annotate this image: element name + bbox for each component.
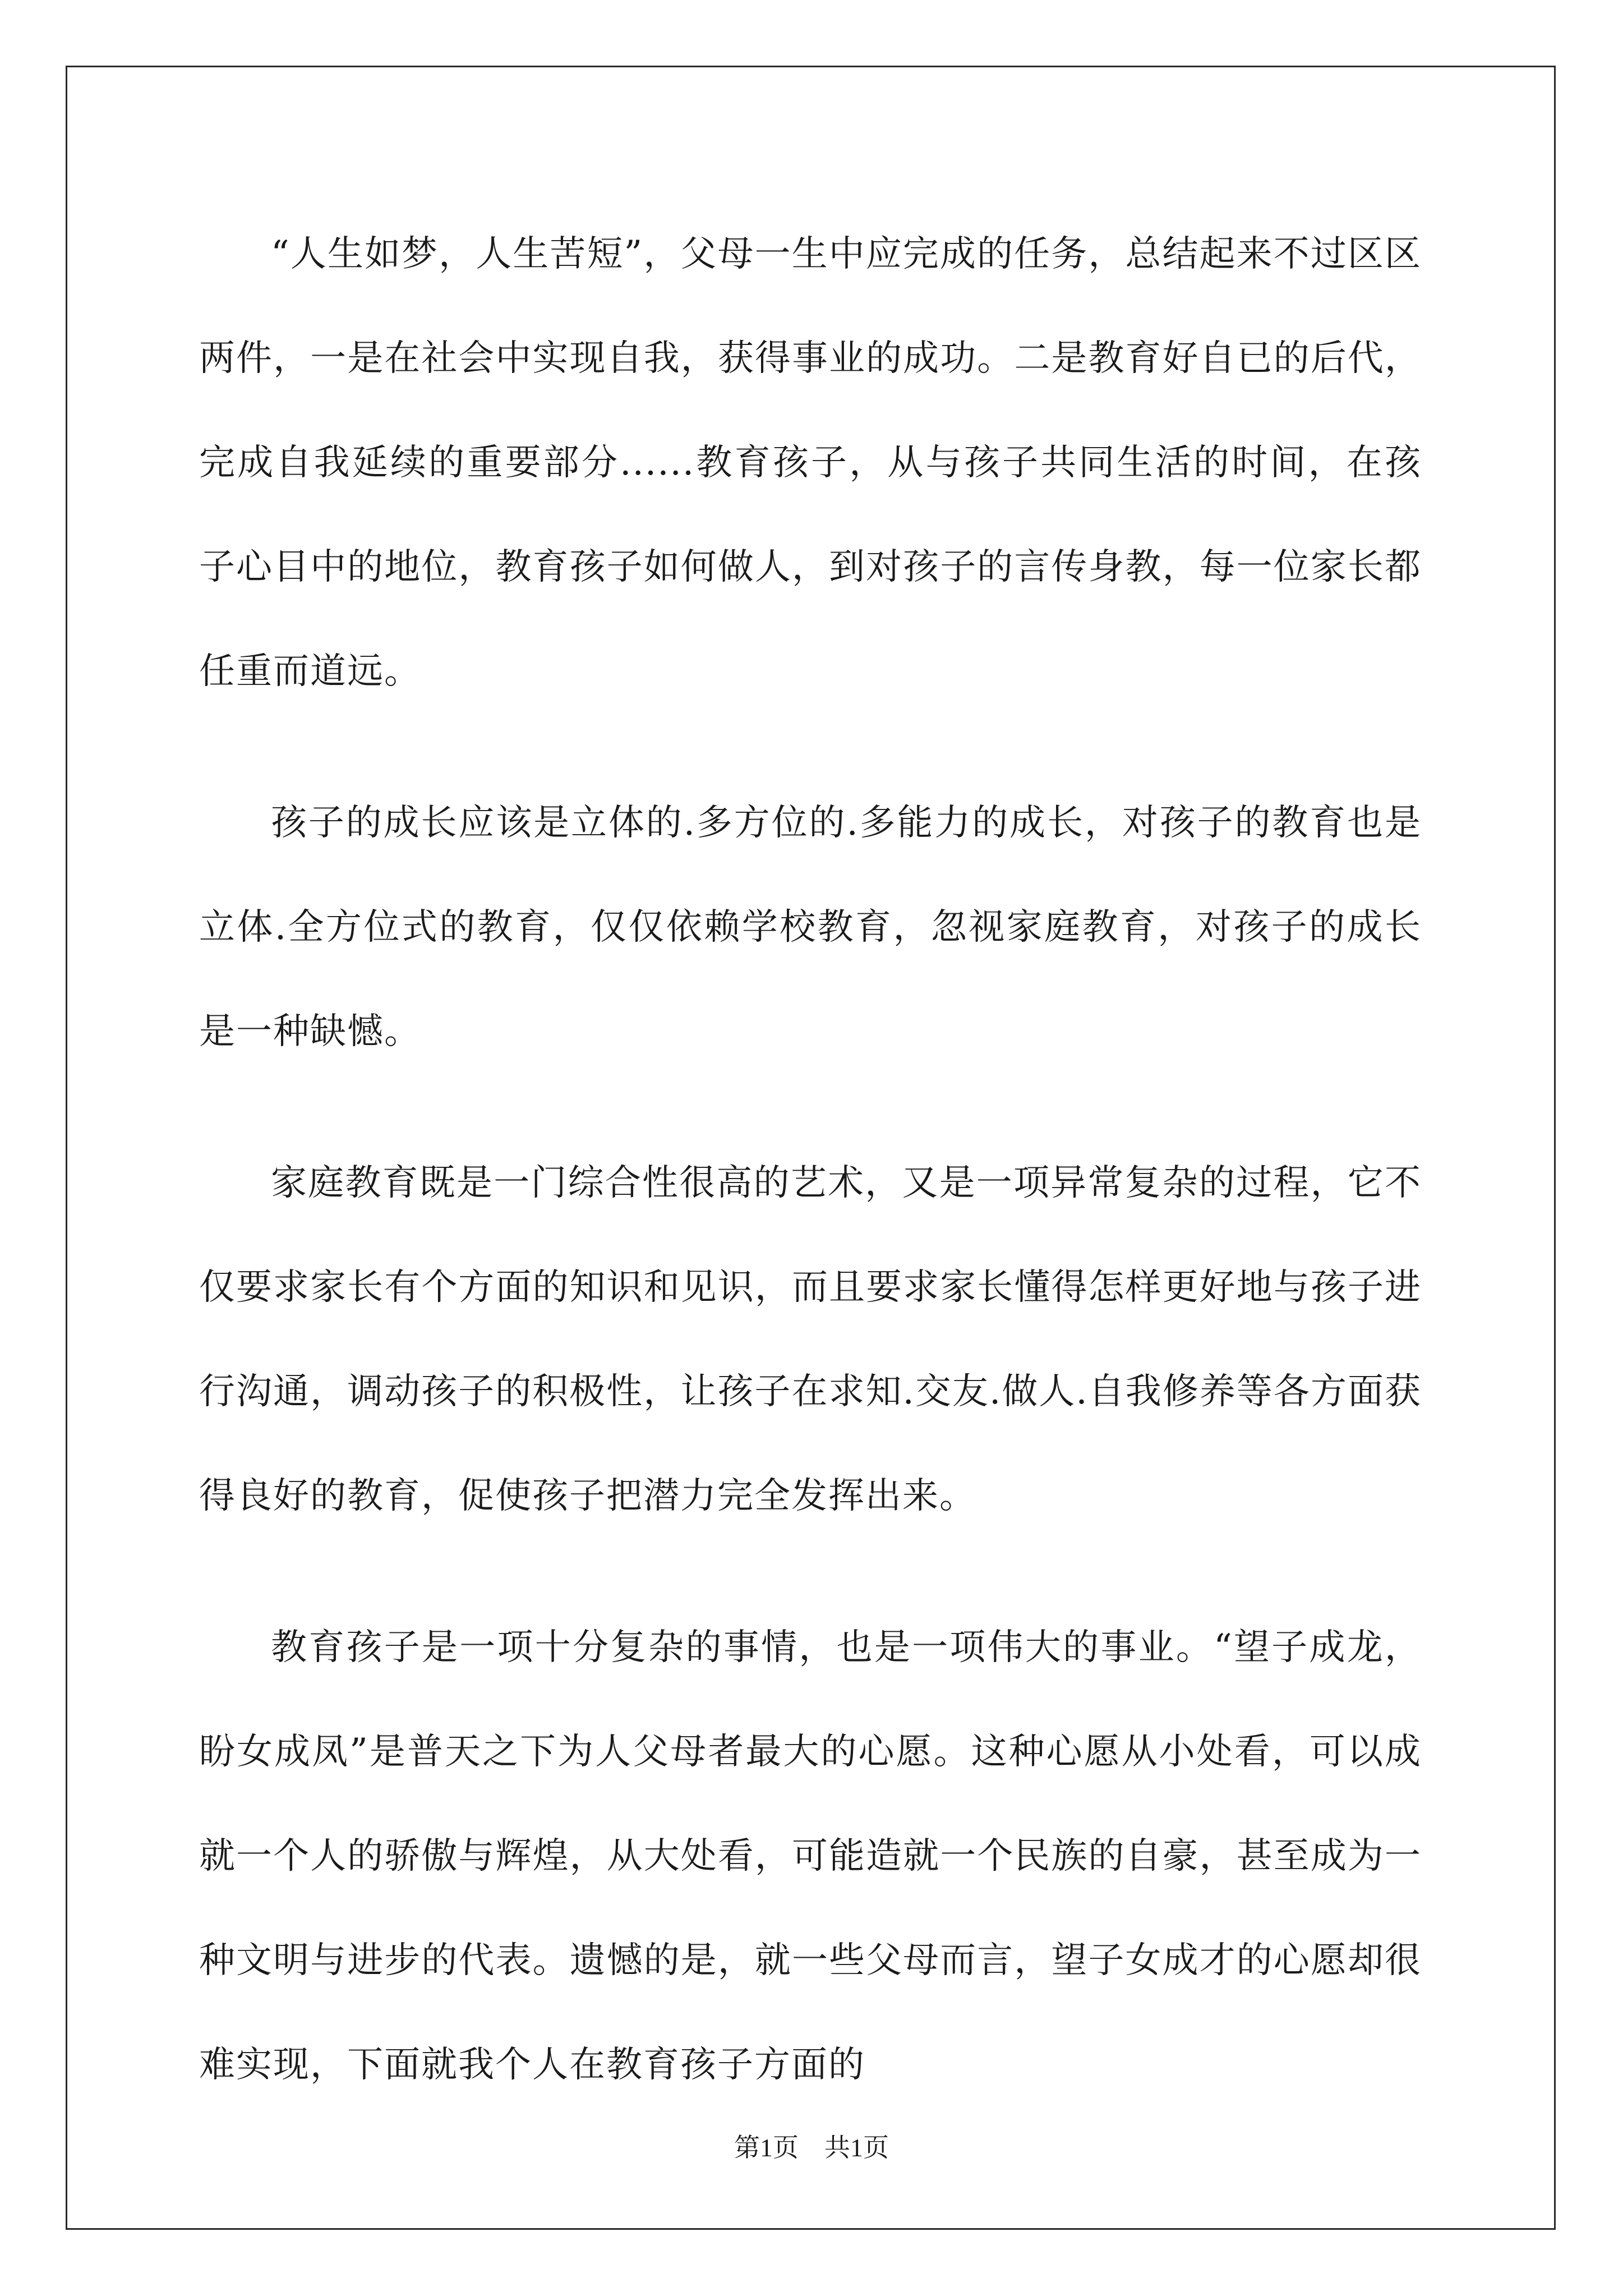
page-number-total: 共1页	[824, 2133, 889, 2162]
paragraph-4: 教育孩子是一项十分复杂的事情，也是一项伟大的事业。“望子成龙，盼女成凤”是普天之下为人父母者最大的心愿。这种心愿从小处看，可以成就一个人的骄傲与辉煌，从大处看，可能造就一个民族的自豪，甚至成为一种文明与进步的代表。遗憾的是，就一些父母而言，望子女成才的心愿却很难实现，下面就我个人在教育孩子方面的	[199, 1627, 1422, 2086]
page-number-current: 第1页	[734, 2133, 799, 2162]
page-footer	[0, 2127, 1623, 2164]
document-body	[199, 202, 1422, 2164]
paragraph-2: 孩子的成长应该是立体的.多方位的.多能力的成长，对孩子的教育也是立体.全方位式的教育，仅仅依赖学校教育，忽视家庭教育，对孩子的成长是一种缺憾。	[199, 802, 1422, 1052]
paragraph-1: “人生如梦，人生苦短”，父母一生中应完成的任务，总结起来不过区区两件，一是在社会中实现自我，获得事业的成功。二是教育好自已的后代，完成自我延续的重要部分......教育孩子，从与孩子共同生活的时间，在孩子心目中的地位，教育孩子如何做人，到对孩子的言传身教，每一位家长都任重而道远。	[199, 233, 1422, 692]
paragraph-3: 家庭教育既是一门综合性很高的艺术，又是一项异常复杂的过程，它不仅要求家长有个方面的知识和见识，而且要求家长懂得怎样更好地与孩子进行沟通，调动孩子的积极性，让孩子在求知.交友.做人.自我修养等各方面获得良好的教育，促使孩子把潜力完全发挥出来。	[199, 1162, 1422, 1517]
